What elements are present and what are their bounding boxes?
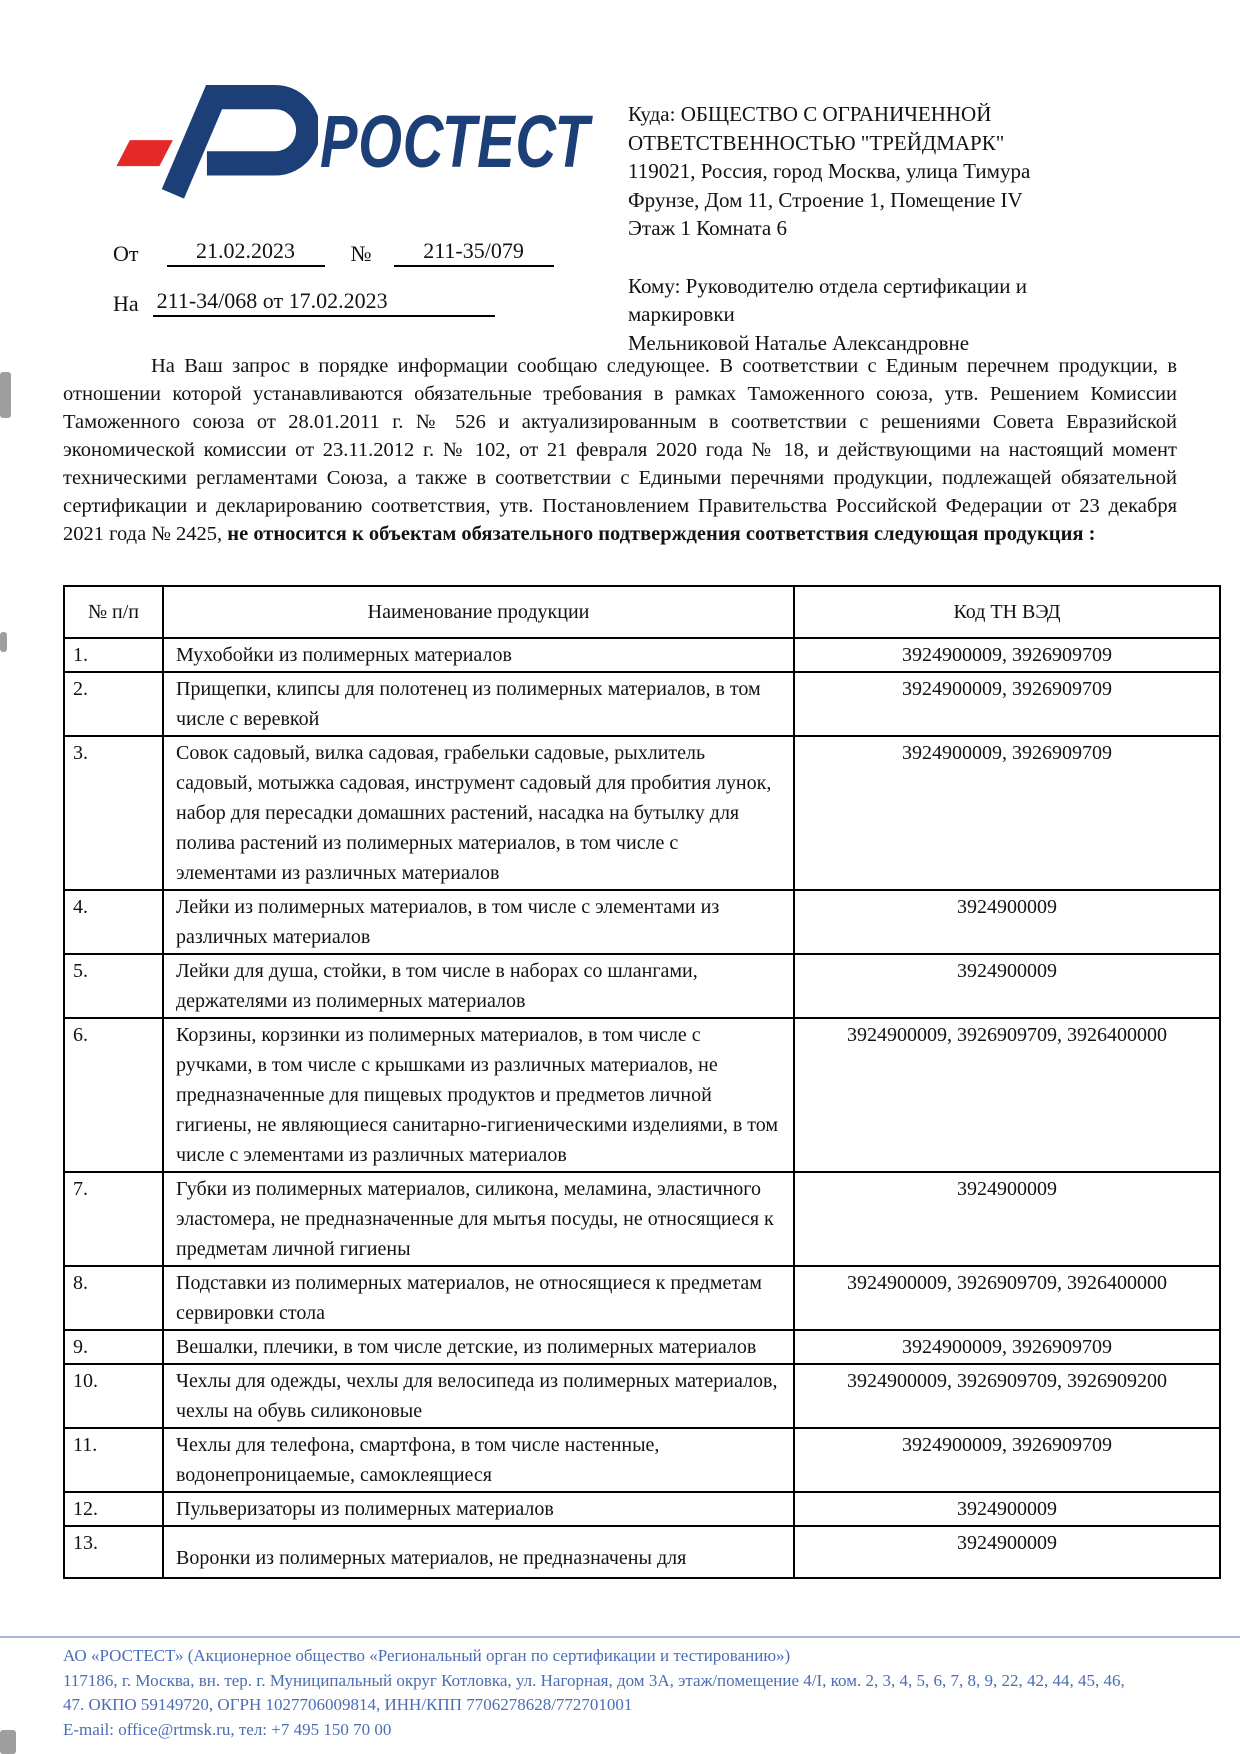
letter-body	[63, 352, 1177, 548]
tnved-code: 3924900009, 3926909709	[794, 1330, 1220, 1364]
recipient-person	[628, 272, 1120, 358]
footer-divider	[0, 1636, 1240, 1638]
header-num: № п/п	[64, 586, 163, 638]
rostest-wordmark: РОСТЕСТ	[320, 99, 590, 183]
outgoing-date: 21.02.2023	[167, 238, 325, 267]
rostest-p-mark-icon	[103, 82, 318, 200]
tnved-code: 3924900009	[794, 1492, 1220, 1526]
tnved-code: 3924900009, 3926909709	[794, 1428, 1220, 1492]
tnved-code: 3924900009	[794, 1526, 1220, 1578]
table-row	[64, 954, 1220, 1018]
recipient-address	[628, 100, 1120, 243]
table-row	[64, 1492, 1220, 1526]
row-number: 12.	[64, 1492, 163, 1526]
row-number: 6.	[64, 1018, 163, 1172]
body-text-bold: не относится к объектам обязательного подтверждения соответствия следующая продукция :	[227, 523, 1096, 545]
reference-block	[113, 238, 554, 317]
product-name: Корзины, корзинки из полимерных материалов, в том числе с ручками, в том числе с крышками из различных материалов, не предназначенные для пищевых продуктов и предметов личной гигиены, не являющиеся санитарно-гигиеническими изделиями, в том числе с элементами из различных материалов	[163, 1018, 794, 1172]
tnved-code: 3924900009	[794, 1172, 1220, 1266]
recipient-address-line: Этаж 1 Комната 6	[628, 216, 787, 240]
header-row	[64, 586, 1220, 638]
product-name: Мухобойки из полимерных материалов	[163, 638, 794, 672]
row-number: 4.	[64, 890, 163, 954]
tnved-code: 3924900009, 3926909709, 3926400000	[794, 1266, 1220, 1330]
row-number: 10.	[64, 1364, 163, 1428]
table-row	[64, 1526, 1220, 1578]
product-name: Губки из полимерных материалов, силикона, меламина, эластичного эластомера, не предназначенные для мытья посуды, не относящиеся к предметам личной гигиены	[163, 1172, 794, 1266]
footer-line: 47. ОКПО 59149720, ОГРН 1027706009814, ИНН/КПП 7706278628/772701001	[63, 1695, 633, 1714]
product-name: Совок садовый, вилка садовая, грабельки садовые, рыхлитель садовый, мотыжка садовая, инструмент садовый для пробития лунок, набор для пересадки домашних растений, насадка на бутылку для полива растений из полимерных материалов, в том числе с элементами из различных материалов	[163, 736, 794, 890]
table-row	[64, 1266, 1220, 1330]
recipient-address-line: 119021, Россия, город Москва, улица Тимура	[628, 159, 1031, 183]
product-name: Воронки из полимерных материалов, не предназначены для	[163, 1526, 794, 1578]
table-row	[64, 1330, 1220, 1364]
outgoing-ref-line	[113, 238, 554, 267]
tnved-code: 3924900009, 3926909709	[794, 672, 1220, 736]
tnved-code: 3924900009, 3926909709, 3926909200	[794, 1364, 1220, 1428]
product-table-header	[64, 586, 1220, 638]
recipient-block	[628, 100, 1120, 357]
product-name: Подставки из полимерных материалов, не относящиеся к предметам сервировки стола	[163, 1266, 794, 1330]
incoming-reference: 211-34/068 от 17.02.2023	[153, 288, 495, 317]
footer-line: АО «РОСТЕСТ» (Акционерное общество «Региональный орган по сертификации и тестированию»)	[63, 1646, 791, 1665]
table-row	[64, 1018, 1220, 1172]
table-row	[64, 736, 1220, 890]
scan-artifact	[0, 372, 11, 418]
product-name: Пульверизаторы из полимерных материалов	[163, 1492, 794, 1526]
red-diamond-icon	[116, 140, 172, 166]
incoming-ref-line	[113, 288, 554, 317]
footer-line: 117186, г. Москва, вн. тер. г. Муниципальный округ Котловка, ул. Нагорная, дом 3А, этаж/помещение 4/I, ком. 2, 3, 4, 5, 6, 7, 8, 9, 22, 42, 44, 45, 46,	[63, 1670, 1125, 1690]
recipient-address-line: Куда: ОБЩЕСТВО С ОГРАНИЧЕННОЙ	[628, 102, 992, 126]
recipient-person-line: маркировки	[628, 302, 735, 326]
recipient-person-line: Мельниковой Наталье Александровне	[628, 330, 970, 355]
footer-line: E-mail: office@rtmsk.ru, тел: +7 495 150 70 00	[63, 1719, 392, 1739]
table-row	[64, 1364, 1220, 1428]
tnved-code: 3924900009, 3926909709, 3926400000	[794, 1018, 1220, 1172]
product-name: Чехлы для телефона, смартфона, в том числе настенные, водонепроницаемые, самоклеящиеся	[163, 1428, 794, 1492]
row-number: 8.	[64, 1266, 163, 1330]
row-number: 7.	[64, 1172, 163, 1266]
tnved-code: 3924900009	[794, 954, 1220, 1018]
product-name: Лейки из полимерных материалов, в том числе с элементами из различных материалов	[163, 890, 794, 954]
row-number: 11.	[64, 1428, 163, 1492]
product-name: Прищепки, клипсы для полотенец из полимерных материалов, в том числе с веревкой	[163, 672, 794, 736]
tnved-code: 3924900009, 3926909709	[794, 736, 1220, 890]
scan-artifact	[0, 632, 7, 652]
row-number: 2.	[64, 672, 163, 736]
rostest-logo	[103, 82, 675, 200]
row-number: 3.	[64, 736, 163, 890]
table-row	[64, 638, 1220, 672]
row-number: 1.	[64, 638, 163, 672]
table-row	[64, 672, 1220, 736]
product-name: Чехлы для одежды, чехлы для велосипеда из полимерных материалов, чехлы на обувь силиконовые	[163, 1364, 794, 1428]
tnved-code: 3924900009, 3926909709	[794, 638, 1220, 672]
row-number: 5.	[64, 954, 163, 1018]
table-row	[64, 890, 1220, 954]
product-table-body	[64, 638, 1220, 1578]
recipient-address-line: Фрунзе, Дом 11, Строение 1, Помещение IV	[628, 187, 1023, 212]
product-name: Лейки для душа, стойки, в том числе в наборах со шлангами, держателями из полимерных материалов	[163, 954, 794, 1018]
footer-block	[63, 1644, 1183, 1742]
outgoing-number: 211-35/079	[394, 238, 554, 267]
row-number: 9.	[64, 1330, 163, 1364]
recipient-address-line: ОТВЕТСТВЕННОСТЬЮ "ТРЕЙДМАРК"	[628, 130, 1005, 155]
product-name: Вешалки, плечики, в том числе детские, из полимерных материалов	[163, 1330, 794, 1364]
recipient-person-line: Кому: Руководителю отдела сертификации и	[628, 273, 1027, 298]
reply-label: На	[113, 291, 139, 316]
table-row	[64, 1172, 1220, 1266]
row-number: 13.	[64, 1526, 163, 1578]
number-label: №	[350, 241, 372, 266]
body-text: На Ваш запрос в порядке информации сообщаю следующее. В соответствии с Единым перечнем продукции, в отношении которой устанавливаются обязательные требования в рамках Таможенного союза, утв. Решением Комиссии Таможенного союза от 28.01.2011 г. № 526 и актуализированным в соответствии с решениями Совета Евразийской экономической комиссии от 23.11.2012 г. № 102, от 21 февраля 2020 года № 18, и действующими на настоящий момент техническими регламентами Союза, а также в соответствии с Едиными перечнями продукции, подлежащей обязательной сертификации и декларированию соответствия, утв. Постановлением Правительства Российской Федерации от 23 декабря 2021 года № 2425,	[63, 355, 1177, 545]
product-table	[63, 585, 1221, 1579]
tnved-code: 3924900009	[794, 890, 1220, 954]
header-code: Код ТН ВЭД	[794, 586, 1220, 638]
scan-artifact	[0, 1730, 16, 1754]
table-row	[64, 1428, 1220, 1492]
from-label: От	[113, 241, 139, 266]
header-name: Наименование продукции	[163, 586, 794, 638]
